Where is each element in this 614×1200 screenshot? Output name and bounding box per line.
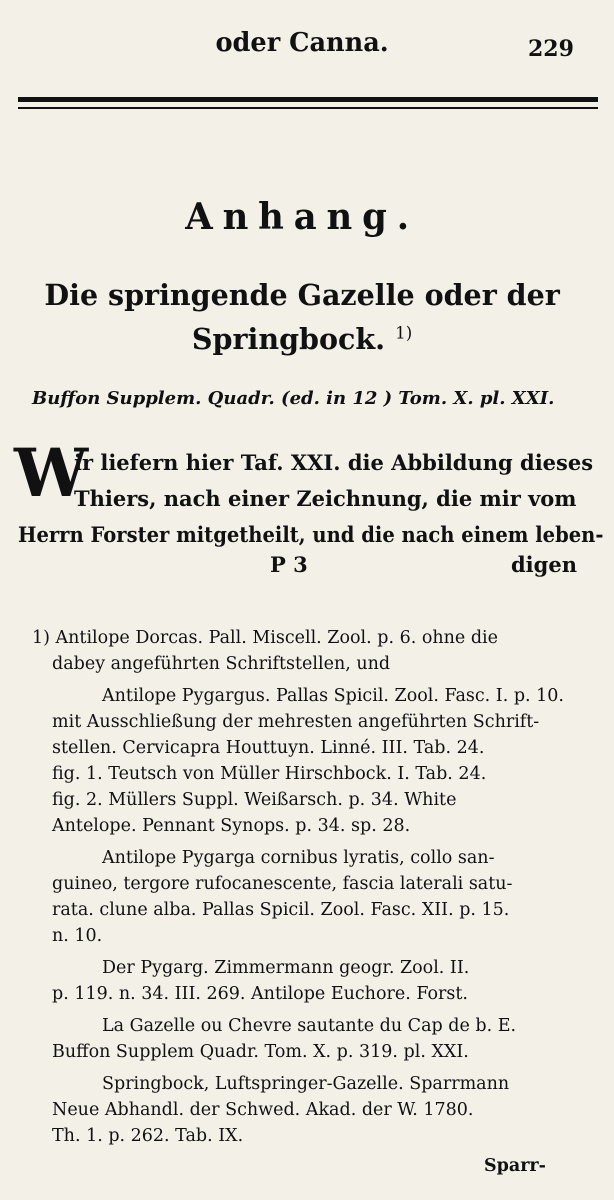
body-line-1: ir liefern hier Taf. XXI. die Abbildung dieses — [74, 450, 594, 475]
appendix-heading: Anhang. — [185, 196, 419, 238]
footnote-line: Neue Abhandl. der Schwed. Akad. der W. 1780. — [52, 1100, 474, 1120]
drop-cap: W — [14, 434, 89, 512]
body-line-3: Herrn Forster mitgetheilt, und die nach einem leben- — [18, 522, 604, 547]
footnote-line: guineo, tergore rufocanescente, fascia laterali satu- — [52, 874, 513, 894]
buffon-reference: Buffon Supplem. Quadr. (ed. in 12 ) Tom. X. pl. XXI. — [32, 388, 555, 409]
section-title-springbock: Springbock. — [191, 322, 386, 356]
header-rule-thick — [18, 97, 598, 102]
signature-mark: P 3 — [270, 552, 308, 577]
footnote-line: 1) Antilope Dorcas. Pall. Miscell. Zool. p. 6. ohne die — [32, 628, 498, 648]
footnote-line: Antilope Pygarga cornibus lyratis, collo san- — [102, 848, 495, 868]
footnote-line: Antilope Pygargus. Pallas Spicil. Zool. Fasc. I. p. 10. — [102, 686, 564, 706]
header-rule-thin — [18, 107, 598, 109]
footnote-line: La Gazelle ou Chevre sautante du Cap de b. E. — [102, 1016, 517, 1036]
footnote-line: fig. 1. Teutsch von Müller Hirschbock. I. Tab. 24. — [52, 764, 487, 784]
footnote-catchword: Sparr- — [484, 1156, 546, 1176]
section-title-line-1: Die springende Gazelle oder der — [44, 278, 560, 312]
footnote-line: Antelope. Pennant Synops. p. 34. sp. 28. — [52, 816, 411, 836]
footnote-line: Der Pygarg. Zimmermann geogr. Zool. II. — [102, 958, 470, 978]
footnote-line: fig. 2. Müllers Suppl. Weißarsch. p. 34. White — [52, 790, 457, 810]
page-number: 229 — [528, 36, 574, 62]
footnote-line: rata. clune alba. Pallas Spicil. Zool. Fasc. XII. p. 15. — [52, 900, 510, 920]
footnote-line: p. 119. n. 34. III. 269. Antilope Euchore. Forst. — [52, 984, 468, 1004]
footnote-line: Th. 1. p. 262. Tab. IX. — [52, 1126, 244, 1146]
footnote-line: Buffon Supplem Quadr. Tom. X. p. 319. pl. XXI. — [52, 1042, 469, 1062]
footnote-line: stellen. Cervicapra Houttuyn. Linné. III. Tab. 24. — [52, 738, 485, 758]
body-catchword: digen — [511, 552, 577, 577]
footnote-line: Springbock, Luftspringer-Gazelle. Sparrmann — [102, 1074, 510, 1094]
footnote-line: n. 10. — [52, 926, 103, 946]
footnote-line: mit Ausschließung der mehresten angeführten Schrift- — [52, 712, 540, 732]
section-title-line-2 — [0, 322, 604, 356]
body-line-2: Thiers, nach einer Zeichnung, die mir vom — [74, 486, 577, 511]
running-head: oder Canna. — [215, 28, 389, 58]
footnote-marker: 1) — [395, 323, 413, 344]
footnote-line: dabey angeführten Schriftstellen, und — [52, 654, 391, 674]
